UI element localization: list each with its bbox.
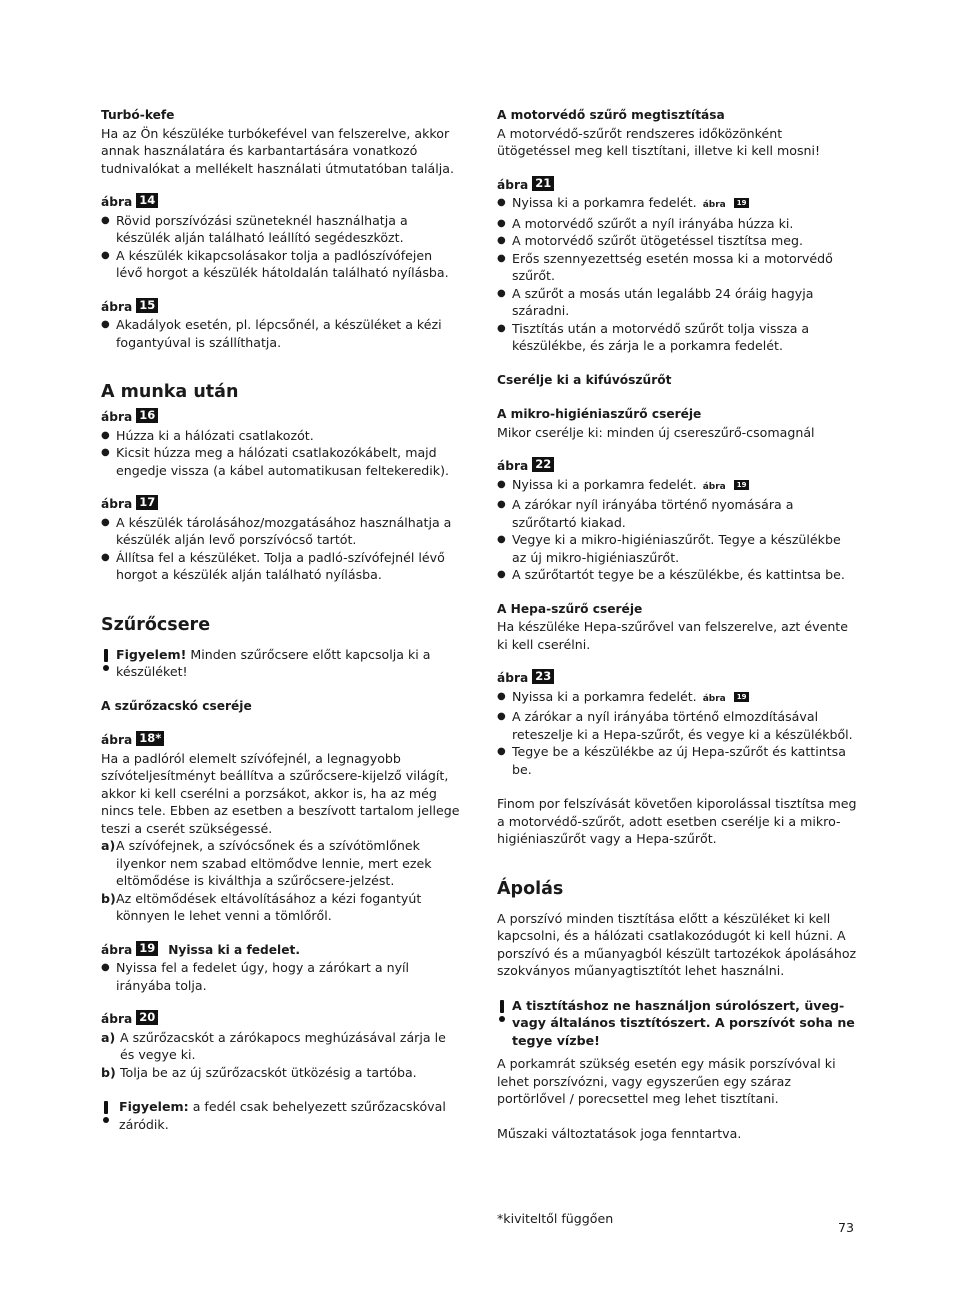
hepa-heading: A Hepa-szűrő cseréje (497, 601, 643, 616)
section-title-apolas: Ápolás (497, 878, 564, 899)
section-title-szuro: Szűrőcsere (101, 614, 211, 635)
warning-bold: A tisztításhoz ne használjon súrolószert, üveg- vagy általános tisztítószert. A porszívót soha ne tegye vízbe! (512, 997, 855, 1048)
list-item: ● Akadályok esetén, pl. lépcsőnél, a készüléket a kézi fogantyúval is szállíthatja. (101, 316, 461, 351)
figure-label: ábra (101, 299, 133, 314)
mikro-heading: A mikro-higiéniaszűrő cseréje (497, 407, 702, 421)
mini-figure-badge: 19 (734, 692, 750, 702)
figure-label: ábra (101, 497, 133, 511)
fig21-list (497, 194, 857, 355)
fig15-list (101, 316, 461, 351)
list-item: ● A motorvédő szűrőt a nyíl irányába húzza ki. (497, 215, 857, 233)
fig19-list (101, 959, 461, 994)
muszaki-text: Műszaki változtatások joga fenntartva. (497, 1125, 742, 1141)
fig18-step-b (101, 890, 461, 925)
step-text: A szívófejnek, a szívócsőnek és a szívótömlőnek ilyenkor nem szabad eltömődve lennie, mert ezek eltömődése is kiválthja a szűrőcsere-jelzést. (116, 838, 432, 888)
figure-number-badge: 14 (136, 193, 158, 208)
warning-note (101, 646, 461, 681)
figure-label: ábra (101, 942, 133, 957)
apolas-text: A porszívó minden tisztítása előtt a készüléket ki kell kapcsolni, és a hálózati csatlakozódugót ki kell húzni. A porszívó és a műanyagból készült tartozékok ápolásához szokványos műanyagtisztítót lehet használni. (497, 910, 857, 978)
mini-figure-badge: 19 (734, 198, 750, 208)
figure-number-badge: 20 (136, 1010, 158, 1025)
fig14-list (101, 212, 461, 282)
list-item: ● A szűrőtartót tegye be a készülékbe, és kattintsa be. (497, 566, 857, 584)
figure-ref-18 (101, 732, 461, 750)
hepa-text: Ha készüléke Hepa-szűrővel van felszerelve, azt évente ki kell cserélni. (497, 619, 848, 652)
figure-number-badge: 17 (136, 495, 158, 510)
figure-number-badge: 18* (136, 731, 164, 746)
list-item: ● Nyissa ki a porkamra fedelét. ábra 19 (497, 194, 857, 215)
figure-label: ábra (101, 733, 133, 747)
kifuvo-heading: Cserélje ki a kifúvószűrőt (497, 372, 672, 387)
warning-bold: Figyelem! (116, 646, 187, 662)
fig20-step-b (101, 1064, 461, 1082)
list-item: ● Állítsa fel a készüléket. Tolja a padló-szívófejnél lévő horgot a készülék alján található nyílásba. (101, 549, 461, 584)
figure-number-badge: 21 (532, 176, 554, 191)
zsak-heading: A szűrőzacskó cseréje (101, 698, 252, 713)
figure-caption: Nyissa ki a fedelet. (168, 942, 300, 957)
list-item: ● A zárókar a nyíl irányába történő elmozdításával reteszelje ki a Hepa-szűrőt, és vegye ki a készülékből. (497, 708, 857, 743)
mikro-text: Mikor cserélje ki: minden új csereszűrő-csomagnál (497, 424, 815, 440)
list-item: ● A készülék kikapcsolásakor tolja a padlószívófejen lévő horgot a készülék hátoldalán található nyílásba. (101, 247, 461, 282)
figure-label: ábra (101, 195, 133, 209)
figure-label: ábra (497, 459, 529, 473)
step-label: b) (101, 890, 116, 906)
list-item: ● Nyissa ki a porkamra fedelét. ábra 19 (497, 688, 857, 709)
fig18-text: Ha a padlóról elemelt szívófejnél, a legnagyobb szívóteljesítményt beállítva a szűrőcsere-kijelző világít, akkor ki kell cserélni a porzsákot, akkor is, ha az még nincs tele. Ebben az esetben a beszívott tartalom jellege teszi a cserét szükségessé. (101, 750, 460, 836)
fig23-list (497, 688, 857, 779)
turbo-text: Ha az Ön készüléke turbókefével van felszerelve, akkor annak használatára és karbantartására vonatkozó tudnivalókat a mellékelt használati útmutatóban találja. (101, 125, 454, 176)
figure-ref-21 (497, 177, 857, 195)
list-item: ● Rövid porszívózási szüneteknél használhatja a készülék alján található leállító segédeszközt. (101, 212, 461, 247)
list-item: ● A szűrőt a mosás után legalább 24 óráig hagyja száradni. (497, 285, 857, 320)
fig16-list (101, 427, 461, 480)
list-item: ● A készülék tárolásához/mozgatásához használhatja a készülék alján levő porszívócső tartót. (101, 514, 461, 549)
figure-label: ábra (101, 1012, 133, 1026)
fig17-list (101, 514, 461, 584)
list-item: ● A motorvédő szűrőt ütögetéssel tisztítsa meg. (497, 232, 857, 250)
exclamation-icon (497, 997, 512, 1050)
figure-ref-15 (101, 299, 461, 317)
list-item: ● Nyissa fel a fedelet úgy, hogy a zárókart a nyíl irányába tolja. (101, 959, 461, 994)
warning-bold: Figyelem: (119, 1099, 189, 1114)
figure-ref-19 (101, 942, 461, 960)
right-column (497, 107, 857, 1142)
list-item: ● Nyissa ki a porkamra fedelét. ábra 19 (497, 476, 857, 497)
figure-ref-17 (101, 496, 461, 514)
step-text: Az eltömődések eltávolításához a kézi fogantyút könnyen le lehet venni a tömlőről. (116, 890, 422, 923)
list-item: ● A zárókar nyíl irányába történő nyomására a szűrőtartó kiakad. (497, 496, 857, 531)
step-text: A szűrőzacskót a zárókapocs meghúzásával zárja le és vegye ki. (120, 1029, 446, 1062)
warning-text: a fedél csak behelyezett szűrőzacskóval záródik. (119, 1099, 446, 1132)
warning-note (497, 997, 857, 1050)
list-item: ● Kicsit húzza meg a hálózati csatlakozókábelt, majd engedje vissza (a kábel automatikusan feltekeredik). (101, 444, 461, 479)
left-column (101, 107, 461, 1133)
finom-text: Finom por felszívását követően kiporolással tisztítsa meg a motorvédő-szűrőt, adott esetben cserélje ki a mikro-higiéniaszűrőt vagy a Hepa-szűrőt. (497, 796, 857, 846)
figure-ref-14 (101, 194, 461, 212)
figure-number-badge: 15 (136, 298, 158, 313)
mini-figure-label: ábra (702, 481, 726, 492)
fig18-step-a (101, 837, 461, 890)
figure-number-badge: 23 (532, 669, 554, 684)
exclamation-icon (101, 1098, 119, 1133)
mini-figure-label: ábra (702, 693, 726, 704)
figure-ref-20 (101, 1011, 461, 1029)
figure-label: ábra (497, 177, 529, 192)
page-number: 73 (838, 1220, 855, 1235)
motor-text: A motorvédő-szűrőt rendszeres időközönként ütögetéssel meg kell tisztítani, illetve ki kell mosni! (497, 125, 821, 158)
figure-label: ábra (101, 410, 133, 424)
list-item: ● Vegye ki a mikro-higiéniaszűrőt. Tegye a készülékbe az új mikro-higiéniaszűrőt. (497, 531, 857, 566)
turbo-heading: Turbó-kefe (101, 108, 175, 122)
figure-number-badge: 22 (532, 457, 554, 472)
footnote: *kiviteltől függően (497, 1211, 614, 1226)
fig22-list (497, 476, 857, 584)
step-text: Tolja be az új szűrőzacskót ütközésig a tartóba. (120, 1064, 417, 1080)
section-title-munka: A munka után (101, 382, 239, 402)
exclamation-icon (101, 646, 116, 681)
step-label: a) (101, 838, 116, 853)
fig20-step-a (101, 1029, 461, 1064)
mini-figure-label: ábra (702, 200, 726, 210)
figure-number-badge: 19 (136, 941, 158, 956)
list-item: ● Erős szennyezettség esetén mossa ki a motorvédő szűrőt. (497, 250, 857, 285)
step-label: b) (101, 1064, 116, 1080)
warning-note (101, 1098, 461, 1133)
warning-text: Minden szűrőcsere előtt kapcsolja ki a készüléket! (116, 646, 431, 679)
figure-ref-23 (497, 670, 857, 688)
figure-ref-16 (101, 409, 461, 427)
list-item: ● Tegye be a készülékbe az új Hepa-szűrőt és kattintsa be. (497, 743, 857, 778)
figure-number-badge: 16 (136, 408, 158, 423)
motor-heading: A motorvédő szűrő megtisztítása (497, 108, 725, 122)
porkamra-text: A porkamrát szükség esetén egy másik porszívóval ki lehet porszívózni, vagy egyszerűen egy száraz portörlővel / porecsettel meg lehet tisztítani. (497, 1056, 836, 1106)
list-item: ● Tisztítás után a motorvédő szűrőt tolja vissza a készülékbe, és zárja le a porkamra fedelét. (497, 320, 857, 355)
figure-label: ábra (497, 671, 529, 685)
step-label: a) (101, 1029, 116, 1045)
list-item: ● Húzza ki a hálózati csatlakozót. (101, 427, 461, 445)
mini-figure-badge: 19 (734, 480, 750, 490)
figure-ref-22 (497, 458, 857, 476)
